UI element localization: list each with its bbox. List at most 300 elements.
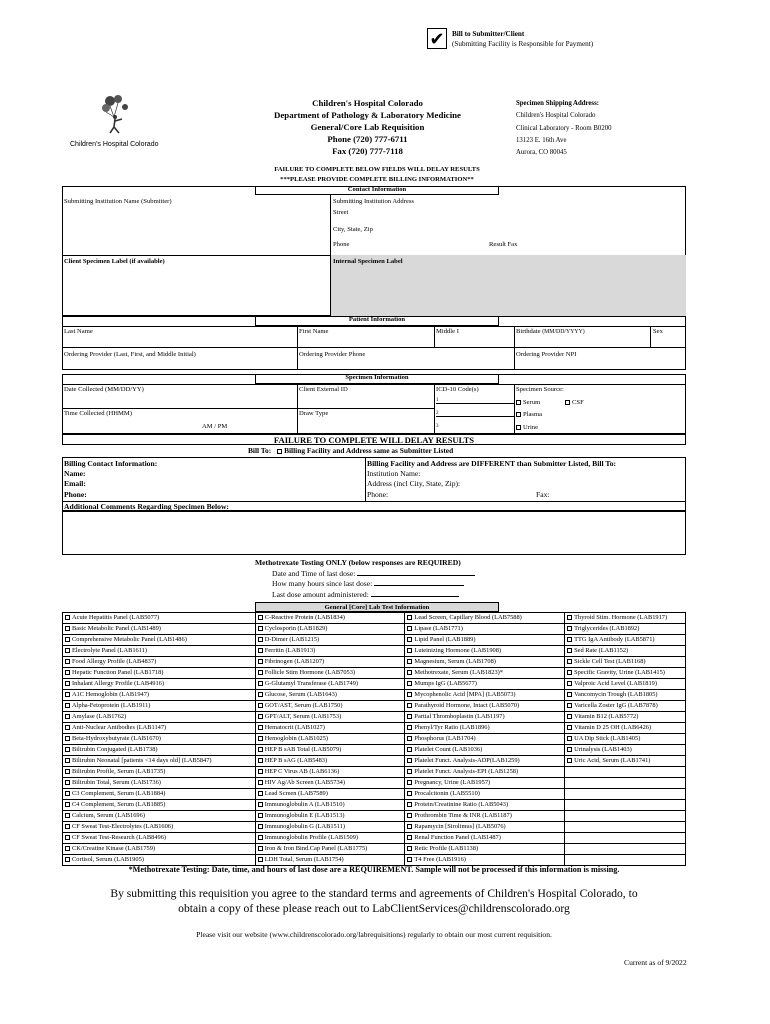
- table-row: [63, 778, 686, 789]
- icd-line-2[interactable]: 2: [436, 411, 514, 417]
- methotrexate-footnote: *Methotrexate Testing: Date, time, and hours of last dose are a REQUIREMENT. Sample will not be processed if this information is missing.: [128, 865, 620, 874]
- test-label: Vancomycin Trough (LAB1805): [574, 691, 658, 698]
- bill-client-label: Bill to Submitter/Client: [452, 30, 525, 38]
- mtx-q3[interactable]: [272, 590, 475, 600]
- test-checkbox[interactable]: [258, 703, 263, 708]
- client-label-field: Client Specimen Label (if available): [64, 258, 165, 265]
- serum-label: Serum: [523, 399, 541, 406]
- test-checkbox[interactable]: [407, 626, 412, 631]
- test-label: Fibrinogen (LAB1207): [264, 658, 325, 665]
- test-label: CK/Creatine Kinase (LAB1759): [72, 845, 156, 852]
- test-label: Pregnancy, Urine (LAB1957): [414, 779, 491, 786]
- test-checkbox[interactable]: [258, 626, 263, 631]
- test-checkbox[interactable]: [407, 846, 412, 851]
- test-checkbox[interactable]: [407, 648, 412, 653]
- test-label: Thyroid Stim. Hormone (LAB1917): [574, 614, 668, 621]
- test-cell: [405, 745, 565, 756]
- logo-text: Children's Hospital Colorado: [70, 141, 159, 148]
- test-label: Lead Screen (LAB7589): [264, 790, 328, 797]
- test-label: Immunoglobulin A (LAB1510): [264, 801, 345, 808]
- test-checkbox[interactable]: [407, 857, 412, 862]
- divider: [62, 326, 686, 327]
- test-checkbox[interactable]: [407, 615, 412, 620]
- test-label: T4 Free (LAB1916): [414, 856, 466, 863]
- test-cell: [565, 723, 686, 734]
- test-label: Bilirubin Total, Serum (LAB1736): [72, 779, 161, 786]
- test-label: Alpha-Fetoprotein (LAB1911): [72, 702, 151, 709]
- shipping-line: Children's Hospital Colorado: [516, 112, 596, 120]
- phone-field[interactable]: Phone: [333, 241, 350, 248]
- test-cell: [255, 778, 405, 789]
- test-cell: [405, 734, 565, 745]
- table-row: [63, 635, 686, 646]
- table-row: [63, 767, 686, 778]
- table-row: [63, 646, 686, 657]
- table-row: [63, 701, 686, 712]
- test-cell: [565, 767, 686, 778]
- test-cell: [255, 855, 405, 866]
- provider-field[interactable]: Ordering Provider (Last, First, and Middle Initial): [64, 351, 196, 358]
- test-checkbox[interactable]: [407, 791, 412, 796]
- test-checkbox[interactable]: [258, 736, 263, 741]
- test-checkbox[interactable]: [258, 758, 263, 763]
- test-cell: [255, 701, 405, 712]
- test-checkbox[interactable]: [407, 758, 412, 763]
- test-checkbox[interactable]: [407, 681, 412, 686]
- contact-title: Contact Information: [255, 186, 499, 195]
- test-label: Partial Thromboplastin (LAB1197): [414, 713, 505, 720]
- test-label: Electrolyte Panel (LAB1611): [72, 647, 148, 654]
- test-label: Inhalant Allergy Profile (LAB4916): [72, 680, 164, 687]
- test-cell: [63, 701, 256, 712]
- billing-phone2-field[interactable]: Phone:: [367, 489, 389, 499]
- test-label: Beta-Hydroxybutyrate (LAB1670): [72, 735, 161, 742]
- test-checkbox[interactable]: [65, 615, 70, 620]
- test-checkbox[interactable]: [567, 648, 572, 653]
- test-label: Hematocrit (LAB1027): [264, 724, 325, 731]
- test-checkbox[interactable]: [65, 824, 70, 829]
- test-checkbox[interactable]: [258, 802, 263, 807]
- test-cell: [63, 712, 256, 723]
- header-line-5: Fax (720) 777-7118: [332, 146, 403, 156]
- test-checkbox[interactable]: [258, 637, 263, 642]
- test-checkbox[interactable]: [65, 802, 70, 807]
- test-checkbox[interactable]: [407, 813, 412, 818]
- test-checkbox[interactable]: [258, 813, 263, 818]
- test-checkbox[interactable]: [567, 736, 572, 741]
- test-label: Bilirubin Conjugated (LAB1738): [72, 746, 158, 753]
- test-checkbox[interactable]: [65, 758, 70, 763]
- test-checkbox[interactable]: [65, 692, 70, 697]
- test-checkbox[interactable]: [65, 769, 70, 774]
- test-label: Parathyroid Hormone, Intact (LAB5070): [414, 702, 520, 709]
- test-label: GPT/ALT, Serum (LAB1753): [264, 713, 342, 720]
- test-checkbox[interactable]: [567, 681, 572, 686]
- serum-checkbox[interactable]: [516, 400, 521, 405]
- address-label: Submitting Institution Address: [333, 198, 414, 205]
- test-checkbox[interactable]: [65, 648, 70, 653]
- comments-area[interactable]: [62, 511, 686, 555]
- billing-different-block: [367, 459, 616, 500]
- test-checkbox[interactable]: [65, 813, 70, 818]
- test-checkbox[interactable]: [407, 802, 412, 807]
- am-pm-field[interactable]: AM / PM: [202, 423, 228, 430]
- billing-institution-field[interactable]: Institution Name:: [367, 469, 421, 479]
- test-checkbox[interactable]: [258, 670, 263, 675]
- mtx-q3-label: Last dose amount administered:: [272, 589, 369, 599]
- table-row: [63, 800, 686, 811]
- table-row: [63, 811, 686, 822]
- test-cell: [63, 668, 256, 679]
- test-checkbox[interactable]: [258, 648, 263, 653]
- mtx-q3-line[interactable]: [371, 596, 459, 597]
- icd-line-1[interactable]: 1: [436, 398, 514, 404]
- provider-npi-field[interactable]: Ordering Provider NPI: [516, 351, 577, 358]
- test-cell: [565, 701, 686, 712]
- test-cell: [565, 624, 686, 635]
- test-checkbox[interactable]: [65, 780, 70, 785]
- test-label: Immunoglobulin E (LAB1513): [264, 812, 345, 819]
- test-checkbox[interactable]: [567, 703, 572, 708]
- test-cell: [63, 745, 256, 756]
- test-checkbox[interactable]: [407, 769, 412, 774]
- test-label: Varicella Zoster IgG (LAB7878): [574, 702, 658, 709]
- date-collected-field[interactable]: Date Collected (MM/DD/YY): [64, 386, 144, 393]
- csf-option[interactable]: [565, 399, 584, 407]
- birthdate-format: (MM/DD/YYYY): [542, 329, 585, 335]
- test-label: Basic Metabolic Panel (LAB1489): [72, 625, 161, 632]
- test-checkbox[interactable]: [258, 835, 263, 840]
- test-cell: [565, 756, 686, 767]
- test-checkbox[interactable]: [65, 703, 70, 708]
- csf-checkbox[interactable]: [565, 400, 570, 405]
- test-label: C4 Complement, Serum (LAB1885): [72, 801, 166, 808]
- test-cell: [255, 756, 405, 767]
- test-label: Procalcitonin (LAB5510): [414, 790, 480, 797]
- test-cell: [565, 778, 686, 789]
- test-cell: [565, 657, 686, 668]
- mtx-q2-line[interactable]: [374, 585, 464, 586]
- result-fax-field[interactable]: Result Fax: [489, 241, 518, 248]
- test-checkbox[interactable]: [258, 780, 263, 785]
- billing-email-field[interactable]: Email:: [64, 479, 86, 489]
- test-cell: [405, 723, 565, 734]
- test-label: HEP B sAG (LAB5483): [264, 757, 328, 764]
- test-cell: [405, 712, 565, 723]
- first-name-field[interactable]: First Name: [299, 328, 329, 335]
- test-label: Immunoglobulin G (LAB1511): [264, 823, 346, 830]
- test-checkbox[interactable]: [407, 747, 412, 752]
- test-cell: [405, 690, 565, 701]
- test-label: Mycophenolic Acid [MPA] (LAB5073): [414, 691, 516, 698]
- test-cell: [405, 701, 565, 712]
- test-cell: [255, 734, 405, 745]
- test-checkbox[interactable]: [65, 791, 70, 796]
- urine-checkbox[interactable]: [516, 425, 521, 430]
- test-cell: [255, 723, 405, 734]
- mtx-questions: [272, 569, 475, 600]
- test-checkbox[interactable]: [567, 637, 572, 642]
- test-cell: [565, 668, 686, 679]
- test-checkbox[interactable]: [258, 615, 263, 620]
- birthdate-label: Birthdate: [516, 328, 541, 335]
- middle-initial-field[interactable]: Middle I: [436, 328, 459, 335]
- provider-phone-field[interactable]: Ordering Provider Phone: [299, 351, 366, 358]
- test-label: LDH Total, Serum (LAB1754): [264, 856, 344, 863]
- test-checkbox[interactable]: [407, 780, 412, 785]
- test-cell: [405, 800, 565, 811]
- test-checkbox[interactable]: [65, 736, 70, 741]
- mtx-q2[interactable]: [272, 579, 475, 589]
- test-cell: [63, 657, 256, 668]
- test-cell: [63, 789, 256, 800]
- test-label: Sed Rate (LAB1152): [574, 647, 629, 654]
- test-checkbox[interactable]: [567, 758, 572, 763]
- test-checkbox[interactable]: [65, 725, 70, 730]
- bill-same-checkbox[interactable]: [277, 449, 282, 454]
- test-cell: [63, 844, 256, 855]
- plasma-checkbox[interactable]: [516, 412, 521, 417]
- agreement-line-2: obtain a copy of these please reach out to LabClientServices@childrenscolorado.org: [178, 901, 570, 915]
- test-label: Lipase (LAB1771): [414, 625, 463, 632]
- urine-label: Urine: [523, 424, 539, 431]
- divider: [365, 457, 366, 501]
- test-label: Phosphorus (LAB1704): [414, 735, 476, 742]
- billing-address-field[interactable]: Address (incl City, State, Zip):: [367, 479, 461, 489]
- icd-line-3[interactable]: 3: [436, 424, 439, 429]
- test-checkbox[interactable]: [407, 725, 412, 730]
- test-cell: [565, 833, 686, 844]
- test-checkbox[interactable]: [407, 714, 412, 719]
- divider: [62, 347, 686, 348]
- test-checkbox[interactable]: [567, 714, 572, 719]
- test-checkbox[interactable]: [567, 725, 572, 730]
- csf-label: CSF: [572, 399, 584, 406]
- test-cell: [63, 679, 256, 690]
- test-checkbox[interactable]: [567, 670, 572, 675]
- test-checkbox[interactable]: [407, 835, 412, 840]
- test-cell: [405, 635, 565, 646]
- test-cell: [63, 690, 256, 701]
- test-cell: [255, 712, 405, 723]
- test-cell: [63, 822, 256, 833]
- test-checkbox[interactable]: [407, 637, 412, 642]
- test-checkbox[interactable]: [567, 692, 572, 697]
- test-cell: [63, 613, 256, 624]
- agreement-text: [62, 887, 686, 916]
- test-cell: [565, 712, 686, 723]
- test-checkbox[interactable]: [258, 692, 263, 697]
- test-checkbox[interactable]: [65, 659, 70, 664]
- test-checkbox[interactable]: [258, 846, 263, 851]
- comments-label: Additional Comments Regarding Specimen Below:: [64, 502, 229, 511]
- street-field[interactable]: Street: [333, 209, 349, 216]
- test-checkbox[interactable]: [567, 747, 572, 752]
- failure-banner-2: FAILURE TO COMPLETE WILL DELAY RESULTS: [62, 434, 686, 445]
- test-cell: [405, 668, 565, 679]
- test-label: Anti-Nuclear Antibodies (LAB1147): [72, 724, 167, 731]
- test-cell: [565, 822, 686, 833]
- test-label: Follicle Stim Hormone (LAB7053): [264, 669, 356, 676]
- birthdate-field[interactable]: [516, 328, 585, 336]
- test-checkbox[interactable]: [65, 626, 70, 631]
- test-cell: [405, 789, 565, 800]
- test-cell: [63, 855, 256, 866]
- test-cell: [63, 811, 256, 822]
- test-checkbox[interactable]: [258, 824, 263, 829]
- billing-different-label: Billing Facility and Address are DIFFERENT than Submitter Listed, Bill To:: [367, 459, 617, 468]
- test-checkbox[interactable]: [65, 747, 70, 752]
- test-cell: [405, 679, 565, 690]
- table-row: [63, 822, 686, 833]
- test-cell: [255, 789, 405, 800]
- test-label: HEP B sAB Total (LAB5079): [264, 746, 342, 753]
- test-checkbox[interactable]: [65, 714, 70, 719]
- website-note: Please visit our website (www.childrenscolorado.org/labrequisitions) regularly to obtain our most current requisition.: [196, 930, 552, 939]
- test-label: HIV Ag/Ab Screen (LAB5734): [264, 779, 345, 786]
- test-label: Uric Acid, Serum (LAB1741): [574, 757, 651, 764]
- shipping-title: Specimen Shipping Address:: [516, 100, 599, 107]
- table-row: [63, 789, 686, 800]
- test-label: C-Reactive Protein (LAB1834): [264, 614, 345, 621]
- test-checkbox[interactable]: [65, 857, 70, 862]
- test-label: Prothrombin Time & INR (LAB1187): [414, 812, 512, 819]
- test-label: Cortisol, Serum (LAB1905): [72, 856, 144, 863]
- test-cell: [63, 646, 256, 657]
- divider: [434, 384, 435, 434]
- test-label: Mumps IgG (LAB5677): [414, 680, 477, 687]
- test-label: Lead Screen, Capillary Blood (LAB7588): [414, 614, 522, 621]
- billing-fax-field[interactable]: Fax:: [536, 490, 550, 499]
- divider: [62, 384, 686, 385]
- sex-field[interactable]: Sex: [653, 328, 663, 335]
- test-cell: [255, 767, 405, 778]
- mtx-q1-line[interactable]: [357, 575, 475, 576]
- test-checkbox[interactable]: [258, 714, 263, 719]
- icd-field[interactable]: ICD-10 Code(s): [436, 386, 479, 393]
- test-checkbox[interactable]: [407, 670, 412, 675]
- test-cell: [405, 767, 565, 778]
- test-checkbox[interactable]: [65, 835, 70, 840]
- test-label: Lipid Panel (LAB1889): [414, 636, 476, 643]
- test-label: Bilirubin Profile, Serum (LAB1735): [72, 768, 166, 775]
- time-collected-field[interactable]: Time Collected (HHMM): [64, 410, 132, 417]
- test-checkbox[interactable]: [65, 846, 70, 851]
- test-cell: [565, 855, 686, 866]
- specimen-title: Specimen Information: [255, 374, 499, 384]
- test-checkbox[interactable]: [258, 681, 263, 686]
- city-field[interactable]: City, State, Zip: [333, 226, 373, 233]
- test-cell: [405, 811, 565, 822]
- test-cell: [565, 679, 686, 690]
- test-checkbox[interactable]: [258, 769, 263, 774]
- header-line-3: General/Core Lab Requisition: [310, 122, 425, 132]
- plasma-label: Plasma: [523, 411, 543, 418]
- serum-option[interactable]: [516, 399, 540, 407]
- urine-option[interactable]: [516, 424, 538, 432]
- mtx-q1[interactable]: [272, 569, 475, 579]
- tests-title: General [Core] Lab Test Information: [255, 602, 499, 612]
- test-label: Urinalysis (LAB1403): [574, 746, 632, 753]
- test-label: Valproic Acid Level (LAB1819): [574, 680, 657, 687]
- test-checkbox[interactable]: [65, 681, 70, 686]
- table-row: [63, 624, 686, 635]
- divider: [514, 326, 515, 370]
- table-row: [63, 723, 686, 734]
- table-row: [63, 657, 686, 668]
- test-label: Hepatic Function Panel (LAB1718): [72, 669, 164, 676]
- test-label: Bilirubin Neonatal [patients <14 days old] (LAB5847): [72, 757, 212, 764]
- balloons-figure-icon: [98, 95, 138, 137]
- draw-type-field[interactable]: Draw Type: [299, 410, 329, 417]
- test-cell: [405, 657, 565, 668]
- test-label: CF Sweat Test-Research (LAB8496): [72, 834, 167, 841]
- table-row: [63, 613, 686, 624]
- test-cell: [255, 811, 405, 822]
- bill-client-checkbox[interactable]: ✔: [427, 28, 447, 49]
- test-cell: [565, 745, 686, 756]
- test-label: Immunoglobulin Profile (LAB1509): [264, 834, 359, 841]
- test-cell: [63, 635, 256, 646]
- test-label: Acute Hepatitis Panel (LAB5077): [72, 614, 160, 621]
- plasma-option[interactable]: [516, 411, 542, 419]
- bill-same-label: Billing Facility and Address same as Submitter Listed: [284, 446, 454, 455]
- test-cell: [565, 800, 686, 811]
- test-label: Sickle Cell Test (LAB1168): [574, 658, 646, 665]
- test-checkbox[interactable]: [65, 637, 70, 642]
- test-checkbox[interactable]: [567, 659, 572, 664]
- internal-label-title: Internal Specimen Label: [333, 258, 403, 265]
- test-cell: [255, 690, 405, 701]
- test-cell: [255, 624, 405, 635]
- last-name-field[interactable]: Last Name: [64, 328, 93, 335]
- test-checkbox[interactable]: [258, 659, 263, 664]
- test-label: Renal Function Panel (LAB1487): [414, 834, 501, 841]
- test-label: Calcium, Serum (LAB1696): [72, 812, 145, 819]
- test-checkbox[interactable]: [258, 747, 263, 752]
- test-label: Vitamin B12 (LAB5772): [574, 713, 639, 720]
- billing-phone-field[interactable]: Phone:: [64, 489, 87, 499]
- billing-name-field[interactable]: Name:: [64, 469, 86, 479]
- table-row: [63, 668, 686, 679]
- test-checkbox[interactable]: [407, 736, 412, 741]
- test-label: UA Dip Stick (LAB1405): [574, 735, 641, 742]
- test-cell: [63, 624, 256, 635]
- test-cell: [255, 657, 405, 668]
- test-checkbox[interactable]: [567, 626, 572, 631]
- test-label: Vitamin D 25 OH (LAB6426): [574, 724, 652, 731]
- test-cell: [63, 833, 256, 844]
- test-checkbox[interactable]: [407, 703, 412, 708]
- submitter-name-field[interactable]: Submitting Institution Name (Submitter): [64, 198, 172, 205]
- test-checkbox[interactable]: [407, 659, 412, 664]
- test-checkbox[interactable]: [407, 824, 412, 829]
- test-checkbox[interactable]: [567, 615, 572, 620]
- test-cell: [255, 668, 405, 679]
- divider: [650, 326, 651, 347]
- header-line-4: Phone (720) 777-6711: [327, 134, 408, 144]
- bill-to-label: Bill To:: [248, 446, 272, 455]
- test-cell: [63, 767, 256, 778]
- test-checkbox[interactable]: [258, 725, 263, 730]
- test-cell: [405, 624, 565, 635]
- divider: [330, 195, 331, 255]
- client-external-id-field[interactable]: Client External ID: [299, 386, 348, 393]
- test-checkbox[interactable]: [407, 692, 412, 697]
- test-checkbox[interactable]: [258, 791, 263, 796]
- test-checkbox[interactable]: [65, 670, 70, 675]
- test-checkbox[interactable]: [258, 857, 263, 862]
